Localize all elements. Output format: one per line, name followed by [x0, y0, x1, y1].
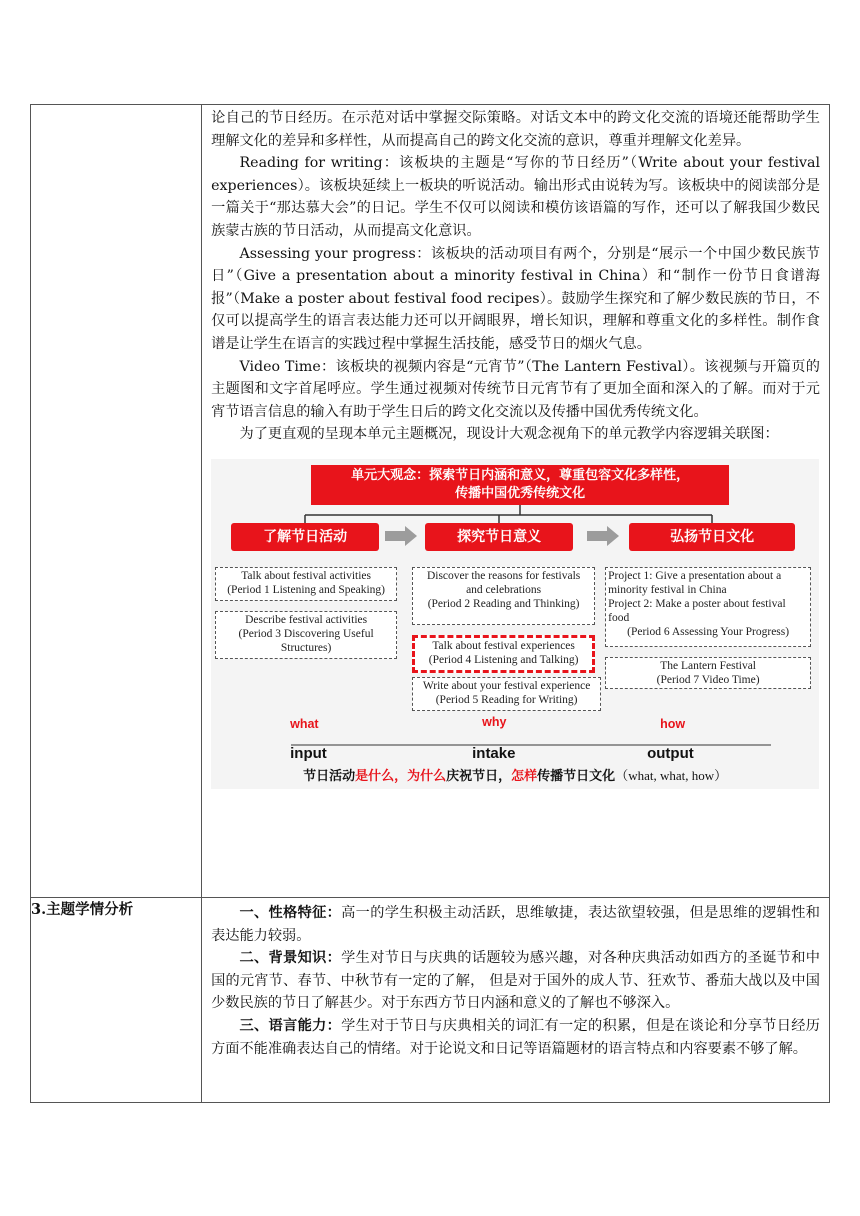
period-6-box: Project 1: Give a presentation about a minority festival in China Project 2: Make a poster about festival food (Period 6 Assessing Your Progress): [605, 567, 811, 647]
axis-question-how: how: [660, 716, 686, 731]
diagram-caption: 节日活动是什么，为什么庆祝节日，怎样传播节日文化（what, what, how）: [303, 767, 728, 784]
phase-explore-meaning: 探究节日意义: [425, 523, 573, 551]
unit-description: [202, 105, 829, 446]
paragraph-assessing-progress: Assessing your progress：该板块的活动项目有两个，分别是“展示一个中国少数民族节日”（Give a presentation about a minority festival in China）和“制作一份节日食谱海报”（Make a poster about festival food recipes）。鼓励学生探究和了解少数民族的节日，不仅可以提高学生的语言表达能力还可以开阔眼界，增长知识，理解和尊重文化的多样性。制作食谱是让学生在语言的实践过程中掌握生活技能，感受节日的烟火气息。: [211, 245, 820, 352]
axis-output-label: output: [647, 744, 694, 762]
learner-analysis-cell: [202, 898, 830, 1103]
document-table: [30, 104, 830, 1103]
analysis-personality: 一、性格特征：高一的学生积极主动活跃，思维敏捷，表达欲望较强，但是思维的逻辑性和表达能力较弱。: [211, 905, 820, 944]
paragraph-listening-talking: 论自己的节日经历。在示范对话中掌握交际策略。对话文本中的跨文化交流的语境还能帮助学生理解文化的差异和多样性，从而提高自己的跨文化交流的意识，尊重并理解文化差异。: [211, 110, 820, 149]
period-2-box: Discover the reasons for festivals and celebrations (Period 2 Reading and Thinking): [412, 567, 595, 625]
paragraph-diagram-intro: 为了更直观的呈现本单元主题概况，现设计大观念视角下的单元教学内容逻辑关联图：: [239, 426, 779, 443]
empty-label-cell: [31, 105, 202, 898]
period-3-box: Describe festival activities (Period 3 Discovering Useful Structures): [215, 611, 397, 659]
unit-logic-diagram: [211, 459, 819, 789]
analysis-language: 三、语言能力：学生对于节日与庆典相关的词汇有一定的积累，但是在谈论和分享节日经历方面不能准确表达自己的情绪。对于论说文和日记等语篇题材的语言特点和内容要素不够了解。: [211, 1017, 820, 1057]
axis-question-why: why: [482, 714, 507, 729]
phase-understand-activities: 了解节日活动: [231, 523, 379, 551]
phase-promote-culture: 弘扬节日文化: [629, 523, 795, 551]
learner-analysis: [202, 898, 829, 1060]
section-label: 3.主题学情分析: [31, 898, 202, 1103]
period-5-box: Write about your festival experience (Period 5 Reading for Writing): [412, 677, 601, 711]
period-7-box: The Lantern Festival (Period 7 Video Time): [605, 657, 811, 689]
axis-input-label: input: [290, 744, 327, 762]
big-idea-box: [311, 465, 729, 505]
table-row: [31, 105, 830, 898]
paragraph-video-time: Video Time：该板块的视频内容是“元宵节”（The Lantern Festival）。该视频与开篇页的主题图和文字首尾呼应。学生通过视频对传统节日元宵节有了更加全面和深入的了解。而对于元宵节语言信息的输入有助于学生日后的跨文化交流以及传播中国优秀传统文化。: [211, 358, 820, 420]
analysis-background: 二、背景知识：学生对节日与庆典的话题较为感兴趣，对各种庆典活动如西方的圣诞节和中国的元宵节、春节、中秋节有一定的了解， 但是对于国外的成人节、狂欢节、番茄大战以及中国少数民族的节日了解甚少。对于东西方节日内涵和意义的了解也不够深入。: [211, 950, 820, 1012]
axis-question-what: what: [290, 716, 319, 731]
period-4-box-highlighted: Talk about festival experiences (Period 4 Listening and Talking): [412, 635, 595, 673]
table-row: [31, 898, 830, 1103]
period-1-box: Talk about festival activities (Period 1 Listening and Speaking): [215, 567, 397, 601]
big-idea-line: 单元大观念：探索节日内涵和意义，尊重包容文化多样性，: [351, 467, 690, 483]
big-idea-line: 传播中国优秀传统文化: [455, 485, 586, 501]
unit-content-cell: [202, 105, 830, 898]
axis-intake-label: intake: [472, 744, 516, 762]
paragraph-reading-for-writing: Reading for writing：该板块的主题是“写你的节日经历”（Write about your festival experiences）。该板块延续上一板块的听说活动。输出形式由说转为写。该板块中的阅读部分是一篇关于“那达慕大会”的日记。学生不仅可以阅读和模仿该语篇的写作，还可以了解我国少数民族蒙古族的节日活动，从而提高文化意识。: [211, 155, 820, 239]
